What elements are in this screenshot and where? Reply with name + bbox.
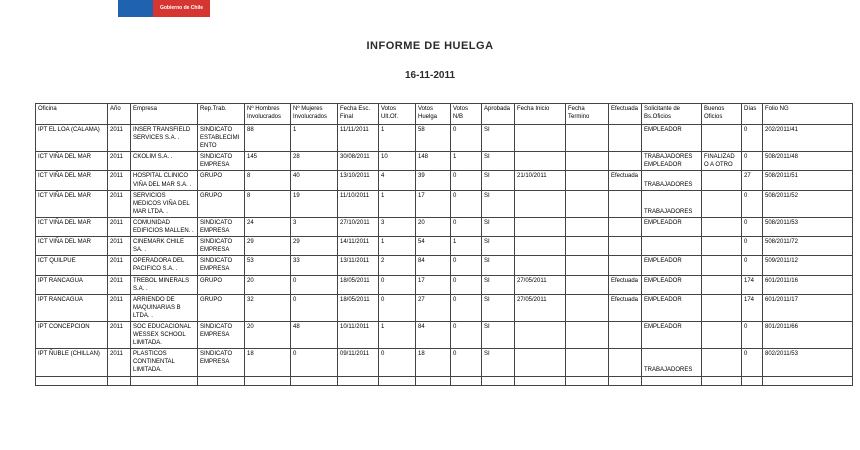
table-cell: ICT VIÑA DEL MAR (36, 217, 108, 236)
column-header: Folio NG (763, 104, 853, 125)
table-cell: 0 (379, 349, 416, 376)
table-cell (609, 125, 642, 152)
table-cell: IPT ÑUBLE (CHILLAN) (36, 349, 108, 376)
table-cell: 3 (291, 217, 338, 236)
table-cell: 27/05/2011 (515, 275, 566, 294)
table-cell (702, 190, 742, 217)
table-cell (482, 376, 515, 385)
table-cell (515, 237, 566, 256)
table-cell: 88 (245, 125, 291, 152)
table-cell: 2011 (108, 152, 131, 171)
table-cell (702, 275, 742, 294)
table-cell: 0 (451, 349, 482, 376)
table-cell: Efectuada (609, 171, 642, 190)
table-cell: 0 (742, 125, 763, 152)
column-header: Efectuada (609, 104, 642, 125)
table-cell (566, 125, 609, 152)
table-cell: 0 (379, 294, 416, 321)
table-cell: 2011 (108, 237, 131, 256)
table-cell (609, 217, 642, 236)
table-cell: SOC EDUCACIONAL WESSEX SCHOOL LIMITADA. (131, 321, 198, 348)
table-cell: SINDICATO EMPRESA (198, 217, 245, 236)
table-cell (566, 376, 609, 385)
table-cell: 2011 (108, 190, 131, 217)
table-cell: 0 (451, 294, 482, 321)
table-row (36, 275, 853, 294)
table-cell: SI (482, 349, 515, 376)
table-cell (742, 376, 763, 385)
table-cell: SI (482, 256, 515, 275)
table-cell: CINEMARK CHILE SA. . (131, 237, 198, 256)
column-header: Buenos Oficios (702, 104, 742, 125)
table-cell (515, 190, 566, 217)
table-cell: 802/2011/53 (763, 349, 853, 376)
table-cell: 28 (291, 152, 338, 171)
table-cell: 2011 (108, 217, 131, 236)
table-cell: 1 (451, 237, 482, 256)
table-cell: 508/2011/52 (763, 190, 853, 217)
table-cell: 801/2011/66 (763, 321, 853, 348)
table-cell: 2011 (108, 321, 131, 348)
column-header: Fecha Esc. Final (338, 104, 379, 125)
table-cell (566, 275, 609, 294)
table-cell (566, 349, 609, 376)
table-cell (702, 321, 742, 348)
table-cell: 0 (742, 256, 763, 275)
table-cell: TREBOL MINERALS S.A. . (131, 275, 198, 294)
table-cell: 0 (451, 190, 482, 217)
table-cell (609, 152, 642, 171)
table-cell: ICT QUILPUE (36, 256, 108, 275)
table-cell (338, 376, 379, 385)
table-row (36, 171, 853, 190)
table-cell (566, 237, 609, 256)
logo-text: Gobierno de Chile (159, 5, 204, 11)
table-row (36, 256, 853, 275)
table-cell: 0 (742, 349, 763, 376)
table-cell: SINDICATO EMPRESA (198, 256, 245, 275)
table-cell (702, 217, 742, 236)
table-cell: 0 (291, 349, 338, 376)
table-cell: 58 (416, 125, 451, 152)
table-body (36, 125, 853, 386)
table-cell: EMPLEADOR (642, 125, 702, 152)
table-cell: GRUPO (198, 190, 245, 217)
table-cell: 0 (742, 152, 763, 171)
table-cell: 0 (291, 275, 338, 294)
table-header-row (36, 104, 853, 125)
table-cell (609, 321, 642, 348)
huelga-table (35, 103, 853, 386)
table-cell (609, 256, 642, 275)
table-cell: 18/05/2011 (338, 294, 379, 321)
table-cell: COMUNIDAD EDIFICIOS MALLEN. . (131, 217, 198, 236)
table-cell: 20 (245, 321, 291, 348)
table-cell (566, 256, 609, 275)
table-cell: SINDICATO EMPRESA (198, 349, 245, 376)
table-cell: 508/2011/53 (763, 217, 853, 236)
table-row (36, 152, 853, 171)
page-title: INFORME DE HUELGA (366, 40, 494, 52)
table-cell: SI (482, 275, 515, 294)
table-cell: 1 (291, 125, 338, 152)
table-cell (702, 125, 742, 152)
table-cell: 508/2011/48 (763, 152, 853, 171)
table-cell: SINDICATO EMPRESA (198, 152, 245, 171)
table-cell: 11/10/2011 (338, 190, 379, 217)
table-cell: 8 (245, 190, 291, 217)
table-cell: 10/11/2011 (338, 321, 379, 348)
table-cell: 32 (245, 294, 291, 321)
table-cell: GRUPO (198, 294, 245, 321)
table-cell (702, 171, 742, 190)
table-cell: 0 (742, 237, 763, 256)
table-cell: 3 (379, 217, 416, 236)
table-cell (36, 376, 108, 385)
table-cell: 84 (416, 256, 451, 275)
table-cell: 1 (379, 321, 416, 348)
table-cell: 27 (742, 171, 763, 190)
table-cell: 2 (379, 256, 416, 275)
table-cell: 29 (291, 237, 338, 256)
table-cell: IPT RANCAGUA (36, 275, 108, 294)
table-cell: SI (482, 237, 515, 256)
table-cell: SI (482, 321, 515, 348)
column-header: Empresa (131, 104, 198, 125)
table-cell: 18 (245, 349, 291, 376)
column-header: Nº Hombres Involucrados (245, 104, 291, 125)
table-cell: 601/2011/17 (763, 294, 853, 321)
table-cell: 0 (451, 171, 482, 190)
table-cell (702, 256, 742, 275)
table-cell (108, 376, 131, 385)
logo-red-block (153, 0, 210, 17)
table-cell: IPT EL LOA (CALAMA) (36, 125, 108, 152)
table-cell (451, 376, 482, 385)
table-cell: ICT VIÑA DEL MAR (36, 190, 108, 217)
logo-blue-block (118, 0, 153, 17)
table-cell: ICT VIÑA DEL MAR (36, 152, 108, 171)
table-cell: GRUPO (198, 171, 245, 190)
table-cell (566, 321, 609, 348)
table-cell: 601/2011/16 (763, 275, 853, 294)
table-cell: SI (482, 171, 515, 190)
table-cell: SINDICATO EMPRESA (198, 237, 245, 256)
table-row (36, 237, 853, 256)
table-cell (198, 376, 245, 385)
table-cell: TRABAJADORES (642, 171, 702, 190)
column-header: Días (742, 104, 763, 125)
table-cell: 84 (416, 321, 451, 348)
table-cell: EMPLEADOR (642, 256, 702, 275)
table-cell: 19 (291, 190, 338, 217)
table-cell: 30/08/2011 (338, 152, 379, 171)
table-row (36, 376, 853, 385)
table-cell: IPT CONCEPCION (36, 321, 108, 348)
table-cell: 145 (245, 152, 291, 171)
gobierno-de-chile-logo (118, 0, 210, 17)
table-row (36, 349, 853, 376)
table-cell: 0 (451, 217, 482, 236)
table-cell: CKOLIM S.A. . (131, 152, 198, 171)
table-cell (609, 237, 642, 256)
table-cell: 27 (416, 294, 451, 321)
table-cell: ARRIENDO DE MAQUINARIAS B LTDA. . (131, 294, 198, 321)
table-cell (642, 237, 702, 256)
table-cell (515, 349, 566, 376)
table-cell: 2011 (108, 171, 131, 190)
table-cell: TRABAJADORES (642, 190, 702, 217)
table-cell: 2011 (108, 125, 131, 152)
table-cell: TRABAJADORES (642, 349, 702, 376)
table-cell: FINALIZADO A OTRO (702, 152, 742, 171)
table-row (36, 321, 853, 348)
table-cell: 8 (245, 171, 291, 190)
table-cell (609, 190, 642, 217)
table-cell: 0 (451, 256, 482, 275)
table-cell: 13/10/2011 (338, 171, 379, 190)
table-cell: EMPLEADOR (642, 321, 702, 348)
table-cell: 0 (742, 217, 763, 236)
table-cell: SINDICATO ESTABLECIMIENTO (198, 125, 245, 152)
table-cell (702, 349, 742, 376)
table-cell: EMPLEADOR (642, 294, 702, 321)
table-cell: GRUPO (198, 275, 245, 294)
table-cell (515, 152, 566, 171)
table-cell: 20 (245, 275, 291, 294)
table-cell: OPERADORA DEL PACIFICO S.A. . (131, 256, 198, 275)
table-cell: 20 (416, 217, 451, 236)
table-cell: 13/11/2011 (338, 256, 379, 275)
table-cell: 29 (245, 237, 291, 256)
table-cell: 1 (379, 237, 416, 256)
table-cell: 39 (416, 171, 451, 190)
table-cell: ICT VIÑA DEL MAR (36, 237, 108, 256)
table-cell: PLASTICOS CONTINENTAL LIMITADA. (131, 349, 198, 376)
table-cell: INSER TRANSFIELD SERVICES S.A. . (131, 125, 198, 152)
table-cell: 27/05/2011 (515, 294, 566, 321)
column-header: Oficina (36, 104, 108, 125)
table-cell (379, 376, 416, 385)
table-cell: EMPLEADOR (642, 275, 702, 294)
table-cell: 17 (416, 190, 451, 217)
table-cell: 11/11/2011 (338, 125, 379, 152)
column-header: Votos Huelga (416, 104, 451, 125)
table-cell (566, 171, 609, 190)
table-cell: Efectuada (609, 294, 642, 321)
table-cell (609, 349, 642, 376)
table-cell (566, 152, 609, 171)
table-cell: TRABAJADORES EMPLEADOR (642, 152, 702, 171)
table-cell: 1 (379, 125, 416, 152)
table-cell: 53 (245, 256, 291, 275)
table-cell (566, 217, 609, 236)
column-header: Votos Ult.Of. (379, 104, 416, 125)
table-cell: 27/10/2011 (338, 217, 379, 236)
table-cell (702, 237, 742, 256)
table-cell (702, 294, 742, 321)
table-cell: 14/11/2011 (338, 237, 379, 256)
table-cell: 54 (416, 237, 451, 256)
report-date: 16-11-2011 (404, 70, 456, 81)
table-cell: 508/2011/72 (763, 237, 853, 256)
table-cell: 0 (451, 125, 482, 152)
table-cell: HOSPITAL CLINICO VIÑA DEL MAR S.A. . (131, 171, 198, 190)
table-cell: SINDICATO EMPRESA (198, 321, 245, 348)
column-header: Aprobada (482, 104, 515, 125)
column-header: Rep.Trab. (198, 104, 245, 125)
table-cell: 0 (379, 275, 416, 294)
table-cell: SI (482, 152, 515, 171)
table-cell: 0 (742, 321, 763, 348)
table-cell (515, 376, 566, 385)
table-cell: ICT VIÑA DEL MAR (36, 171, 108, 190)
table-cell: 2011 (108, 256, 131, 275)
table-cell: 2011 (108, 275, 131, 294)
table-cell: 1 (379, 190, 416, 217)
column-header: Solicitante de Bs.Oficios (642, 104, 702, 125)
table-cell: 148 (416, 152, 451, 171)
table-cell (566, 190, 609, 217)
table-cell: 21/10/2011 (515, 171, 566, 190)
table-cell: 508/2011/51 (763, 171, 853, 190)
table-cell (515, 125, 566, 152)
table-cell (291, 376, 338, 385)
table-cell: 33 (291, 256, 338, 275)
table-cell: 09/11/2011 (338, 349, 379, 376)
table-cell: 2011 (108, 349, 131, 376)
table-cell: 48 (291, 321, 338, 348)
table-cell (515, 256, 566, 275)
table-cell: 0 (742, 190, 763, 217)
column-header: Fecha Termino (566, 104, 609, 125)
table-cell: SI (482, 294, 515, 321)
table-cell (702, 376, 742, 385)
table-cell: SI (482, 217, 515, 236)
table-cell: SI (482, 190, 515, 217)
table-cell (566, 294, 609, 321)
table-cell (609, 376, 642, 385)
table-cell (763, 376, 853, 385)
table-cell: 10 (379, 152, 416, 171)
table-cell: 174 (742, 275, 763, 294)
table-cell: 0 (451, 275, 482, 294)
table-cell (131, 376, 198, 385)
table-cell: Efectuada (609, 275, 642, 294)
table-cell: 17 (416, 275, 451, 294)
table-cell: 40 (291, 171, 338, 190)
table-cell (515, 217, 566, 236)
table-cell: 509/2011/12 (763, 256, 853, 275)
table-cell: SI (482, 125, 515, 152)
table-cell: 202/2011/41 (763, 125, 853, 152)
table-cell: EMPLEADOR (642, 217, 702, 236)
table-cell: 18 (416, 349, 451, 376)
table-cell (642, 376, 702, 385)
table-cell: 0 (451, 321, 482, 348)
column-header: Votos N/B (451, 104, 482, 125)
table-cell: SERVICIOS MEDICOS VIÑA DEL MAR LTDA. . (131, 190, 198, 217)
table-row (36, 294, 853, 321)
table-cell: 18/05/2011 (338, 275, 379, 294)
table-cell (245, 376, 291, 385)
table-cell: 2011 (108, 294, 131, 321)
table-row (36, 190, 853, 217)
table-cell: 1 (451, 152, 482, 171)
table-cell: 174 (742, 294, 763, 321)
table-cell: 24 (245, 217, 291, 236)
table-cell: IPT RANCAGUA (36, 294, 108, 321)
table-cell (515, 321, 566, 348)
table-cell: 0 (291, 294, 338, 321)
table-cell (416, 376, 451, 385)
column-header: Fecha Inicio (515, 104, 566, 125)
column-header: Nº Mujeres Involucrados (291, 104, 338, 125)
table-row (36, 125, 853, 152)
column-header: Año (108, 104, 131, 125)
table-row (36, 217, 853, 236)
table-cell: 4 (379, 171, 416, 190)
